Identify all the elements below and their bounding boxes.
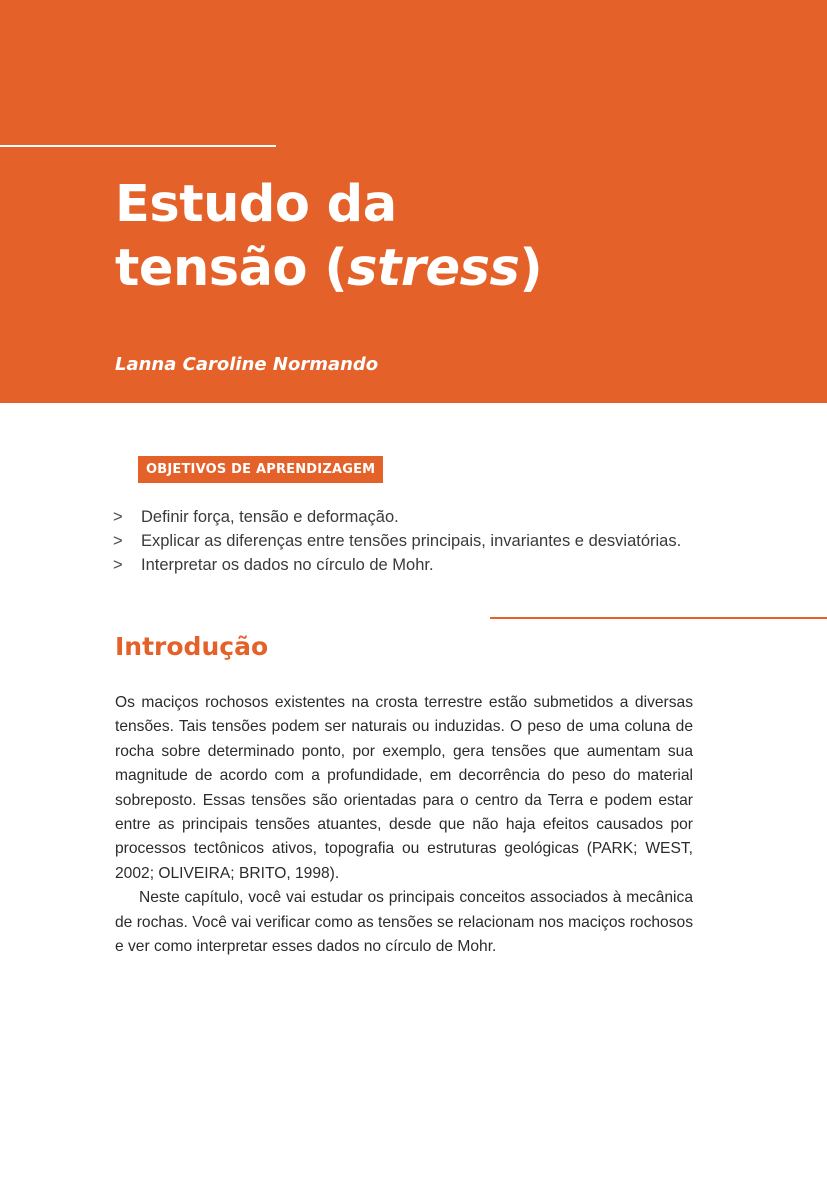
- body-paragraph: Os maciços rochosos existentes na crosta terrestre estão submetidos a diversas tensões. Tais tensões podem ser naturais ou induzidas. O peso de uma coluna de rocha sobre determinado ponto, por exemplo, gera tensões que aumentam sua magnitude de acordo com a profundidade, em decorrência do peso do material sobreposto. Essas tensões são orientadas para o centro da Terra e podem estar entre as principais tensões atuantes, desde que não haja efeitos causados por processos tectônicos ativos, topografia ou estruturas geológicas (PARK; WEST, 2002; OLIVEIRA; BRITO, 1998).: [115, 694, 693, 882]
- objective-item: [113, 529, 681, 553]
- objective-text: Interpretar os dados no círculo de Mohr.: [141, 556, 434, 574]
- objectives-list: [113, 505, 681, 577]
- objectives-badge: OBJETIVOS DE APRENDIZAGEM: [138, 456, 383, 483]
- objective-item: [113, 505, 681, 529]
- title-emphasis: stress: [347, 239, 520, 298]
- section-heading: Introdução: [115, 632, 269, 661]
- chapter-title-line2: [115, 237, 542, 301]
- chapter-title: [115, 173, 542, 301]
- chapter-title-line1: Estudo da: [115, 175, 397, 234]
- section-body: [115, 691, 693, 959]
- objective-text: Explicar as diferenças entre tensões principais, invariantes e desviatórias.: [141, 532, 682, 550]
- section-divider: [490, 617, 827, 619]
- chevron-right-icon: >: [113, 532, 123, 550]
- objective-item: [113, 553, 681, 577]
- chapter-author: Lanna Caroline Normando: [115, 354, 379, 375]
- chevron-right-icon: >: [113, 556, 123, 574]
- title-suffix: ): [519, 239, 543, 298]
- chevron-right-icon: >: [113, 508, 123, 526]
- title-prefix: tensão (: [115, 239, 348, 298]
- body-paragraph: Neste capítulo, você vai estudar os principais conceitos associados à mecânica de rochas. Você vai verificar como as tensões se relacionam nos maciços rochosos e ver como interpretar esses dados no círculo de Mohr.: [115, 889, 693, 956]
- objective-text: Definir força, tensão e deformação.: [141, 508, 399, 526]
- header-divider: [0, 145, 276, 147]
